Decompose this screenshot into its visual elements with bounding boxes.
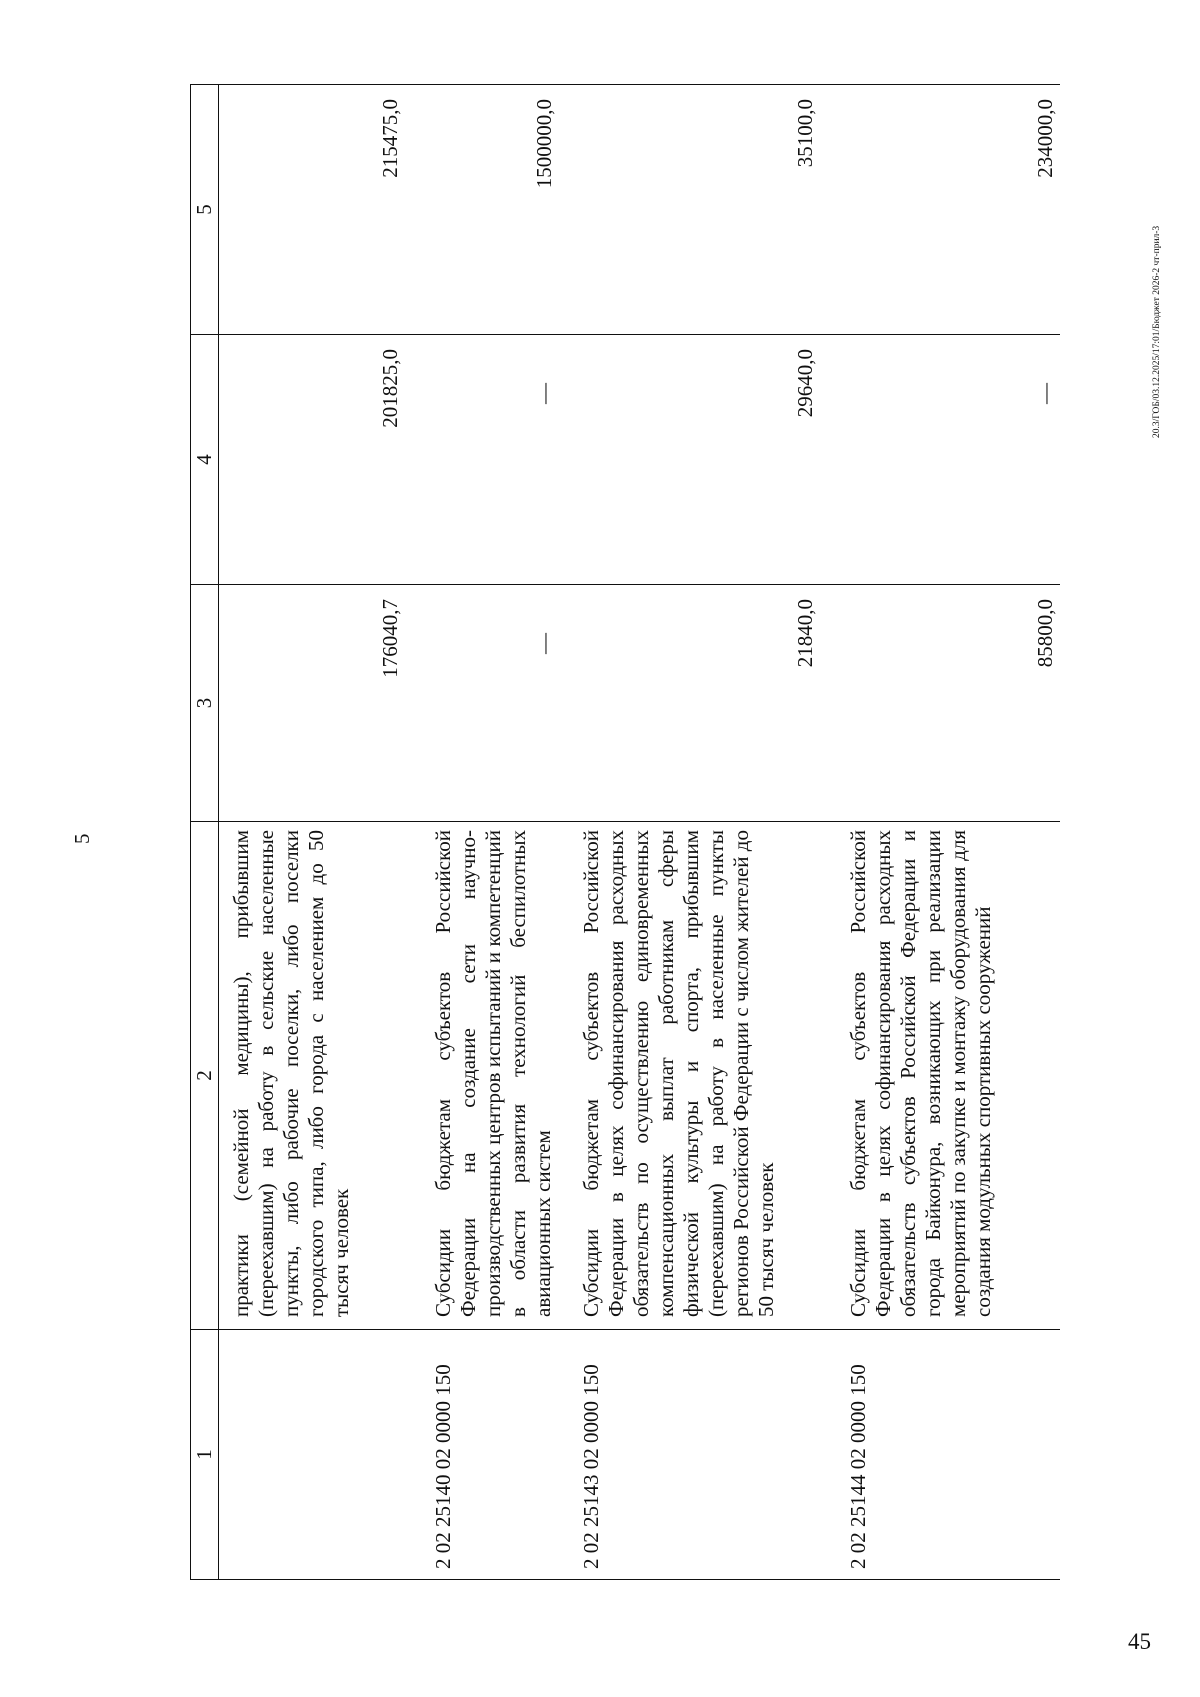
table-row xyxy=(219,85,405,1580)
table-row xyxy=(405,85,559,1580)
amount-col5-cell: 35100,0 xyxy=(559,85,820,335)
amount-col4-cell: 29640,0 xyxy=(559,335,820,585)
description-cell: Субсидии бюджетам субъектов Российской Федерации в целях софинансирования расходных обязательств по осуществлению единовременных компенсационных выплат работникам сферы физической культуры и спорта, прибывшим (переехавшим) на работу в населенные пункты регионов Российской Федерации с числом жителей до 50 тысяч человек xyxy=(559,822,820,1330)
budget-code-cell: 2 02 25143 02 0000 150 xyxy=(559,1330,820,1580)
table-row xyxy=(559,85,820,1580)
page-number-top: 5 xyxy=(70,833,94,844)
description-cell: Субсидии бюджетам субъектов Российской Федерации на создание сети научно-производственных центров испытаний и компетенций в области развития технологий беспилотных авиационных систем xyxy=(405,822,559,1330)
document-footer-code: 20.3/ГОБ/03.12.2025/17:01/Бюджет 2026-2 чт-прил-3 xyxy=(1152,225,1162,438)
column-header-3: 3 xyxy=(191,585,219,822)
amount-col4-cell: 201825,0 xyxy=(219,335,405,585)
amount-col3-cell: 85800,0 xyxy=(820,585,1060,822)
budget-table xyxy=(190,84,1060,1580)
budget-code-cell: 2 02 25144 02 0000 150 xyxy=(820,1330,1060,1580)
amount-col5-cell: 215475,0 xyxy=(219,85,405,335)
column-header-5: 5 xyxy=(191,85,219,335)
budget-table-container xyxy=(190,85,1060,1580)
page-number-bottom: 45 xyxy=(1128,1629,1151,1654)
table-header-row xyxy=(191,85,219,1580)
amount-col5-cell: 234000,0 xyxy=(820,85,1060,335)
description-cell: Субсидии бюджетам субъектов Российской Федерации в целях софинансирования расходных обязательств субъектов Российской Федерации и города Байконура, возникающих при реализации мероприятий по закупке и монтажу оборудования для создания модульных спортивных сооружений xyxy=(820,822,1060,1330)
amount-col5-cell: 1500000,0 xyxy=(405,85,559,335)
budget-code-cell xyxy=(219,1330,405,1580)
amount-col3-cell: 21840,0 xyxy=(559,585,820,822)
description-cell: практики (семейной медицины), прибывшим (переехавшим) на работу в сельские населенные пункты, либо рабочие поселки, либо поселки городского типа, либо города с населением до 50 тысяч человек xyxy=(219,822,405,1330)
amount-col3-cell: 176040,7 xyxy=(219,585,405,822)
table-row xyxy=(820,85,1060,1580)
amount-col4-cell: — xyxy=(405,335,559,585)
column-header-1: 1 xyxy=(191,1330,219,1580)
column-header-4: 4 xyxy=(191,335,219,585)
column-header-2: 2 xyxy=(191,822,219,1330)
budget-code-cell: 2 02 25140 02 0000 150 xyxy=(405,1330,559,1580)
amount-col3-cell: — xyxy=(405,585,559,822)
amount-col4-cell: — xyxy=(820,335,1060,585)
